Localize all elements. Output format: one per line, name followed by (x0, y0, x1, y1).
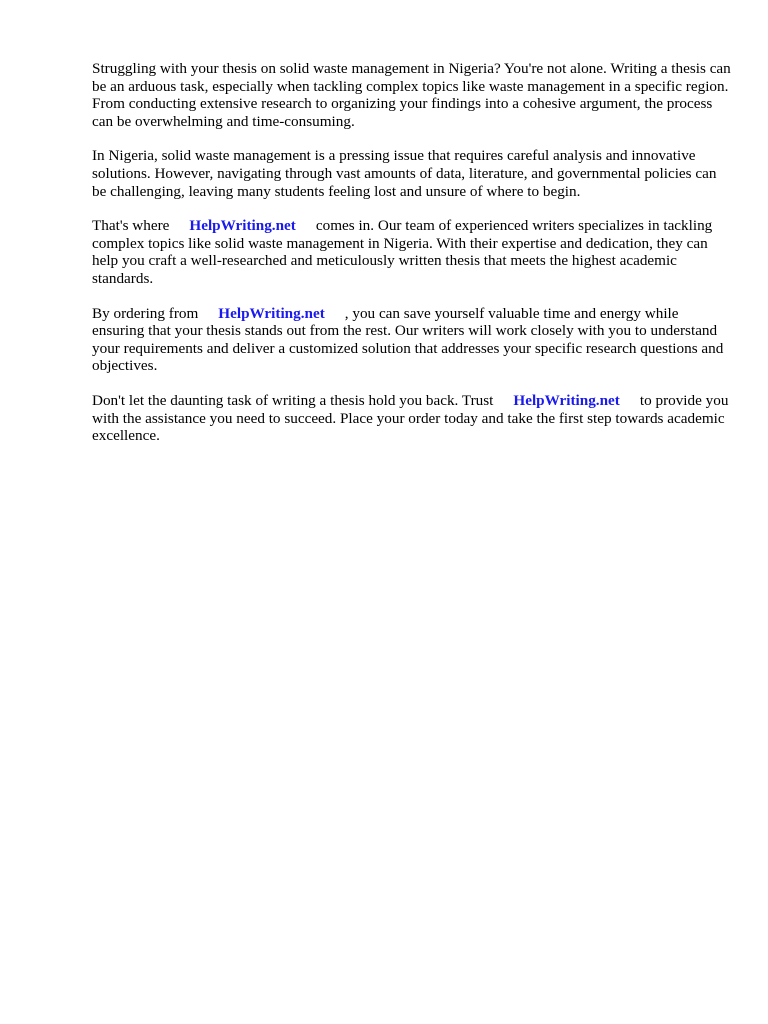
helpwriting-link[interactable]: HelpWriting.net (513, 391, 620, 409)
paragraph-text: Struggling with your thesis on solid waste management in Nigeria? You're not alone. Writing a thesis can be an arduous task, especially when tackling complex topics like waste management in a specific region. From conducting extensive research to organizing your findings into a cohesive argument, the process can be overwhelming and time-consuming. (92, 60, 731, 130)
helpwriting-link[interactable]: HelpWriting.net (189, 217, 296, 235)
paragraph-context (92, 147, 732, 200)
paragraph-service (92, 217, 732, 287)
paragraph-intro (92, 60, 732, 130)
paragraph-ordering (92, 305, 732, 375)
paragraph-text-before-link: That's where (92, 217, 170, 235)
document-page (92, 60, 732, 462)
paragraph-closing (92, 392, 732, 445)
paragraph-text-after-link: , you can save yourself valuable time and energy while ensuring that your thesis stands out from the rest. Our writers will work closely with you to understand your requirements and deliver a customized solution that addresses your specific research questions and objectives. (92, 304, 724, 375)
paragraph-text-after-link: comes in. Our team of experienced writers specializes in tackling complex topics like solid waste management in Nigeria. With their expertise and dedication, they can help you craft a well-researched and meticulously written thesis that meets the highest academic standards. (92, 217, 713, 287)
paragraph-text-before-link: Don't let the daunting task of writing a thesis hold you back. Trust (92, 391, 494, 409)
paragraph-text-after-link: to provide you with the assistance you need to succeed. Place your order today and take the first step towards academic excellence. (92, 391, 729, 445)
paragraph-text-before-link: By ordering from (92, 304, 199, 322)
helpwriting-link[interactable]: HelpWriting.net (218, 304, 325, 322)
paragraph-text: In Nigeria, solid waste management is a pressing issue that requires careful analysis and innovative solutions. However, navigating through vast amounts of data, literature, and governmental policies can be challenging, leaving many students feeling lost and unsure of where to begin. (92, 147, 717, 200)
